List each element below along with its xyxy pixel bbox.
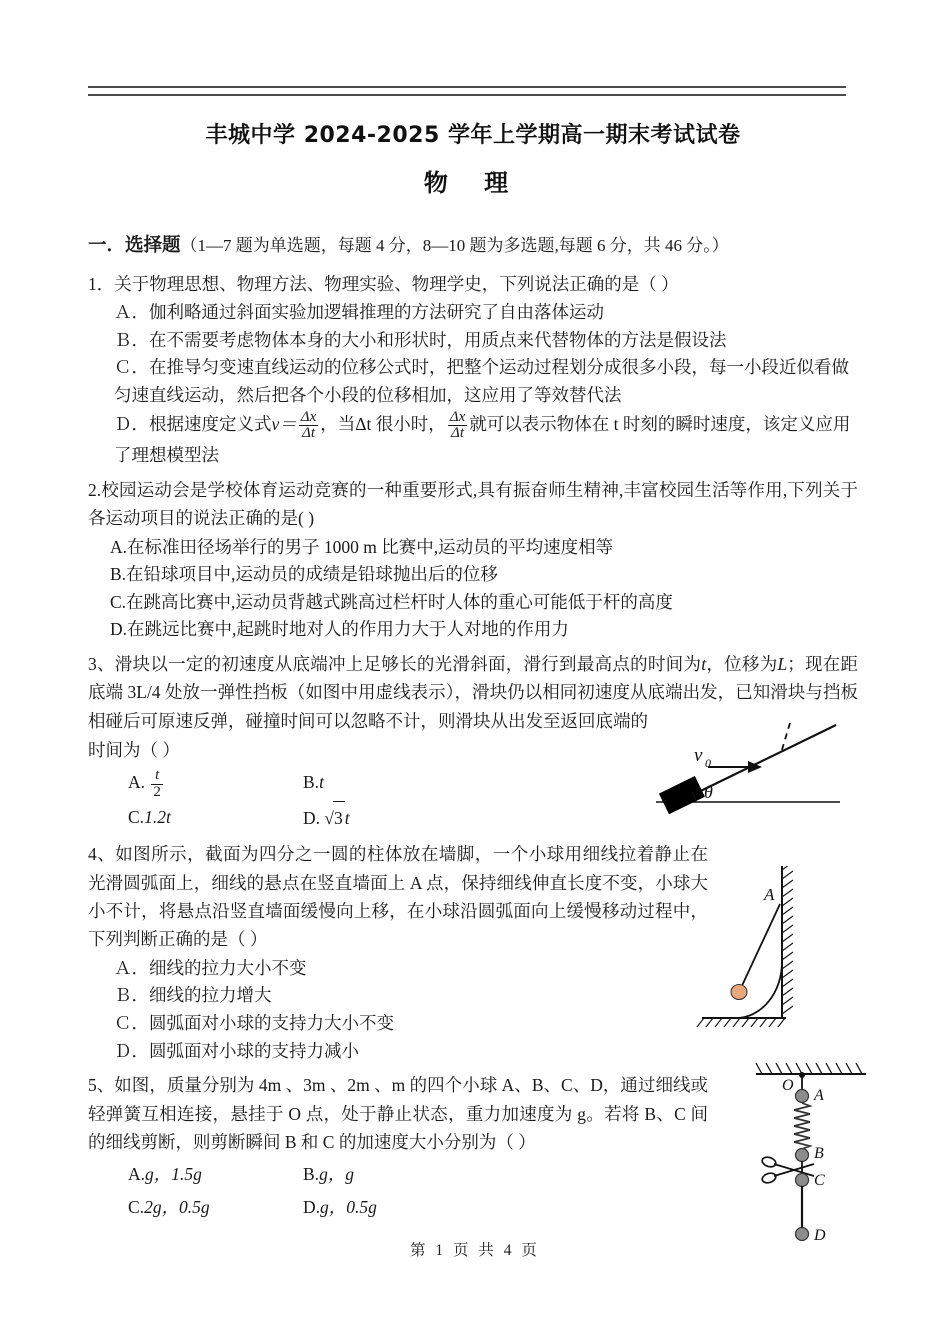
question-1-stem: 1．关于物理思想、物理方法、物理实验、物理学史，下列说法正确的是（ ）	[88, 273, 679, 294]
header-rule-bottom	[88, 94, 846, 96]
question-3-stem-p1: 3、滑块以一定的初速度从底端冲上足够长的光滑斜面，滑行到最高点的时间为	[88, 654, 702, 675]
question-1-option-c: Ｃ．在推导匀变速直线运动的位移公式时，把整个运动过程划分成很多小段，每一小段近似看做匀速直线运动，然后把各个小段的位移相加，这应用了等效替代法	[114, 357, 849, 405]
figure-wall-quarter-circle	[694, 866, 854, 1048]
option-d-v-eq: v＝	[271, 413, 297, 434]
question-3-choice-a-label: A.	[128, 772, 146, 793]
question-4-option-a: Ａ．细线的拉力大小不变	[114, 957, 307, 978]
question-3-choice-c	[128, 801, 303, 834]
option-d-lead: Ｄ．根据速度定义式	[114, 413, 272, 434]
question-3-choice-b	[303, 766, 478, 801]
question-2	[88, 476, 858, 644]
question-3-choice-a	[128, 766, 303, 801]
question-5-choice-c-label: C.	[128, 1196, 145, 1217]
point-label-A: A	[764, 885, 775, 904]
question-2-option-b: B.在铅球项目中,运动员的成绩是铅球抛出后的位移	[110, 564, 498, 585]
question-3-choice-a-den: 2	[153, 784, 161, 801]
header-double-rule	[88, 86, 846, 98]
chain-label-A: A	[814, 1087, 824, 1104]
option-d-frac2-num: Δx	[449, 408, 466, 425]
section-name: 选择题	[125, 236, 181, 256]
question-1	[88, 270, 858, 470]
question-3-choice-d-label: D.	[303, 808, 321, 829]
option-d-frac1-num: Δx	[300, 408, 317, 425]
question-5-choice-d-value: g，0.5g	[320, 1196, 377, 1217]
question-5-choice-c-value: 2g，0.5g	[144, 1196, 210, 1217]
question-3-choice-a-num: t	[155, 767, 160, 784]
option-d-fraction-2	[448, 410, 468, 443]
question-3-choice-a-fraction	[151, 768, 163, 801]
section-number: 一．	[88, 236, 126, 256]
option-d-frac2-den: Δt	[448, 425, 468, 442]
chain-label-O: O	[782, 1077, 794, 1094]
question-5-choice-d	[303, 1191, 478, 1223]
question-5-choice-row-2	[128, 1191, 858, 1223]
chain-label-B: B	[814, 1145, 824, 1162]
question-2-option-d: D.在跳远比赛中,起跳时地对人的作用力大于人对地的作用力	[110, 619, 569, 640]
figure-hanging-chain	[752, 1058, 882, 1256]
question-1-option-a: Ａ．伽利略通过斜面实验加逻辑推理的方法研究了自由落体运动	[114, 302, 604, 323]
ball-icon	[731, 985, 747, 1000]
question-3-var-t: t	[701, 654, 707, 675]
figure-inclined-plane	[648, 705, 918, 825]
ball-C-icon	[796, 1174, 809, 1187]
option-d-frac1-den: Δt	[299, 425, 319, 442]
question-4-option-d: Ｄ．圆弧面对小球的支持力减小	[114, 1040, 359, 1061]
question-5-choice-b	[303, 1158, 478, 1190]
question-3-choice-d-suffix: t	[344, 808, 350, 829]
question-3-choice-d-radicand: 3	[333, 801, 345, 834]
question-3-choice-c-value: 1.2t	[144, 807, 171, 828]
header-rule-top	[88, 86, 846, 88]
question-4-stem: 4、如图所示，截面为四分之一圆的柱体放在墙脚，一个小球用细线拉着静止在光滑圆弧面上，细线的悬点在竖直墙面上 A 点，保持细线伸直长度不变，小球大小不计，将悬点沿竖直墙面缓慢向上移，在小球沿圆弧面向上缓慢移动过程中，下列判断正确的是（ ）	[88, 844, 708, 950]
question-5-choice-b-value: g，g	[319, 1164, 355, 1185]
question-5-choice-c	[128, 1191, 303, 1223]
question-3-stem-p3: ；现在距底端 3L/4 处放一弹性挡板（如图中用虚线表示），滑块仍以相同初速度从底端出发，已知滑块与挡板相碰后可原速反弹，碰撞时间可以忽略不计，则滑块从出发至返回底端的	[88, 654, 859, 731]
question-5-choice-row-1	[128, 1158, 858, 1190]
question-5-choices	[88, 1158, 858, 1223]
question-3-stem-line2: 时间为（ ）	[88, 740, 180, 761]
question-2-option-c: C.在跳高比赛中,运动员背越式跳高过栏杆时人体的重心可能低于杆的高度	[110, 591, 673, 612]
question-5-choice-b-label: B.	[303, 1164, 320, 1185]
question-3-var-L: L	[777, 654, 788, 675]
question-5-choice-a	[128, 1158, 303, 1190]
ball-A-icon	[796, 1090, 809, 1103]
question-2-option-a: A.在标准田径场举行的男子 1000 m 比赛中,运动员的平均速度相等	[110, 536, 614, 557]
question-3-choice-b-value: t	[319, 772, 324, 793]
question-4-option-c: Ｃ．圆弧面对小球的支持力大小不变	[114, 1013, 394, 1034]
question-4-option-b: Ｂ．细线的拉力增大	[114, 985, 272, 1006]
question-5-choice-d-label: D.	[303, 1196, 321, 1217]
subject-title: 物 理	[423, 169, 523, 197]
spring-icon	[794, 1103, 810, 1149]
velocity-label-v: v	[694, 745, 703, 766]
ball-B-icon	[796, 1149, 809, 1162]
page-title: 丰城中学 2024-2025 学年上学期高一期末考试试卷	[205, 123, 741, 148]
question-3-stem-p2: ，位移为	[706, 654, 778, 675]
velocity-label-subscript: 0	[705, 756, 711, 770]
section-note: （1—7 题为单选题，每题 4 分，8—10 题为多选题,每题 6 分，共 46 分。）	[180, 236, 729, 255]
option-d-mid: ，当Δt 很小时，	[320, 413, 446, 434]
document-body	[88, 118, 858, 1229]
question-3-choice-d	[303, 801, 478, 834]
question-3-choice-b-label: B.	[303, 772, 320, 793]
question-1-option-d	[88, 410, 858, 470]
section-heading	[88, 232, 858, 261]
question-3-choice-c-label: C.	[128, 807, 145, 828]
question-5-stem: 5、如图，质量分别为 4m 、3m 、2m 、m 的四个小球 A、B、C、D，通过细线或轻弹簧互相连接，悬挂于 O 点，处于静止状态，重力加速度为 g。若将 B、C 间的细线剪断，则剪断瞬间 B 和 C 的加速度大小分别为（ ）	[88, 1075, 708, 1153]
question-5	[88, 1071, 858, 1223]
sqrt-icon: √	[324, 808, 334, 829]
option-d-tail: 就可以表示物体在 t 时刻的瞬时速度，该定义应用了理想模型法	[114, 413, 851, 466]
chain-label-D: D	[814, 1227, 826, 1244]
question-1-option-b: Ｂ．在不需要考虑物体本身的大小和形状时，用质点来代替物体的方法是假设法	[114, 329, 727, 350]
question-2-stem: 2.校园运动会是学校体育运动竞赛的一种重要形式,具有振奋师生精神,丰富校园生活等作用,下列关于各运动项目的说法正确的是( )	[88, 479, 858, 529]
angle-label-theta: θ	[704, 782, 713, 802]
question-5-choice-a-label: A.	[128, 1164, 146, 1185]
option-d-fraction-1	[299, 410, 319, 443]
chain-label-C: C	[814, 1172, 825, 1189]
page-footer: 第 1 页 共 4 页	[410, 1242, 540, 1259]
question-5-choice-a-value: g，1.5g	[145, 1164, 202, 1185]
